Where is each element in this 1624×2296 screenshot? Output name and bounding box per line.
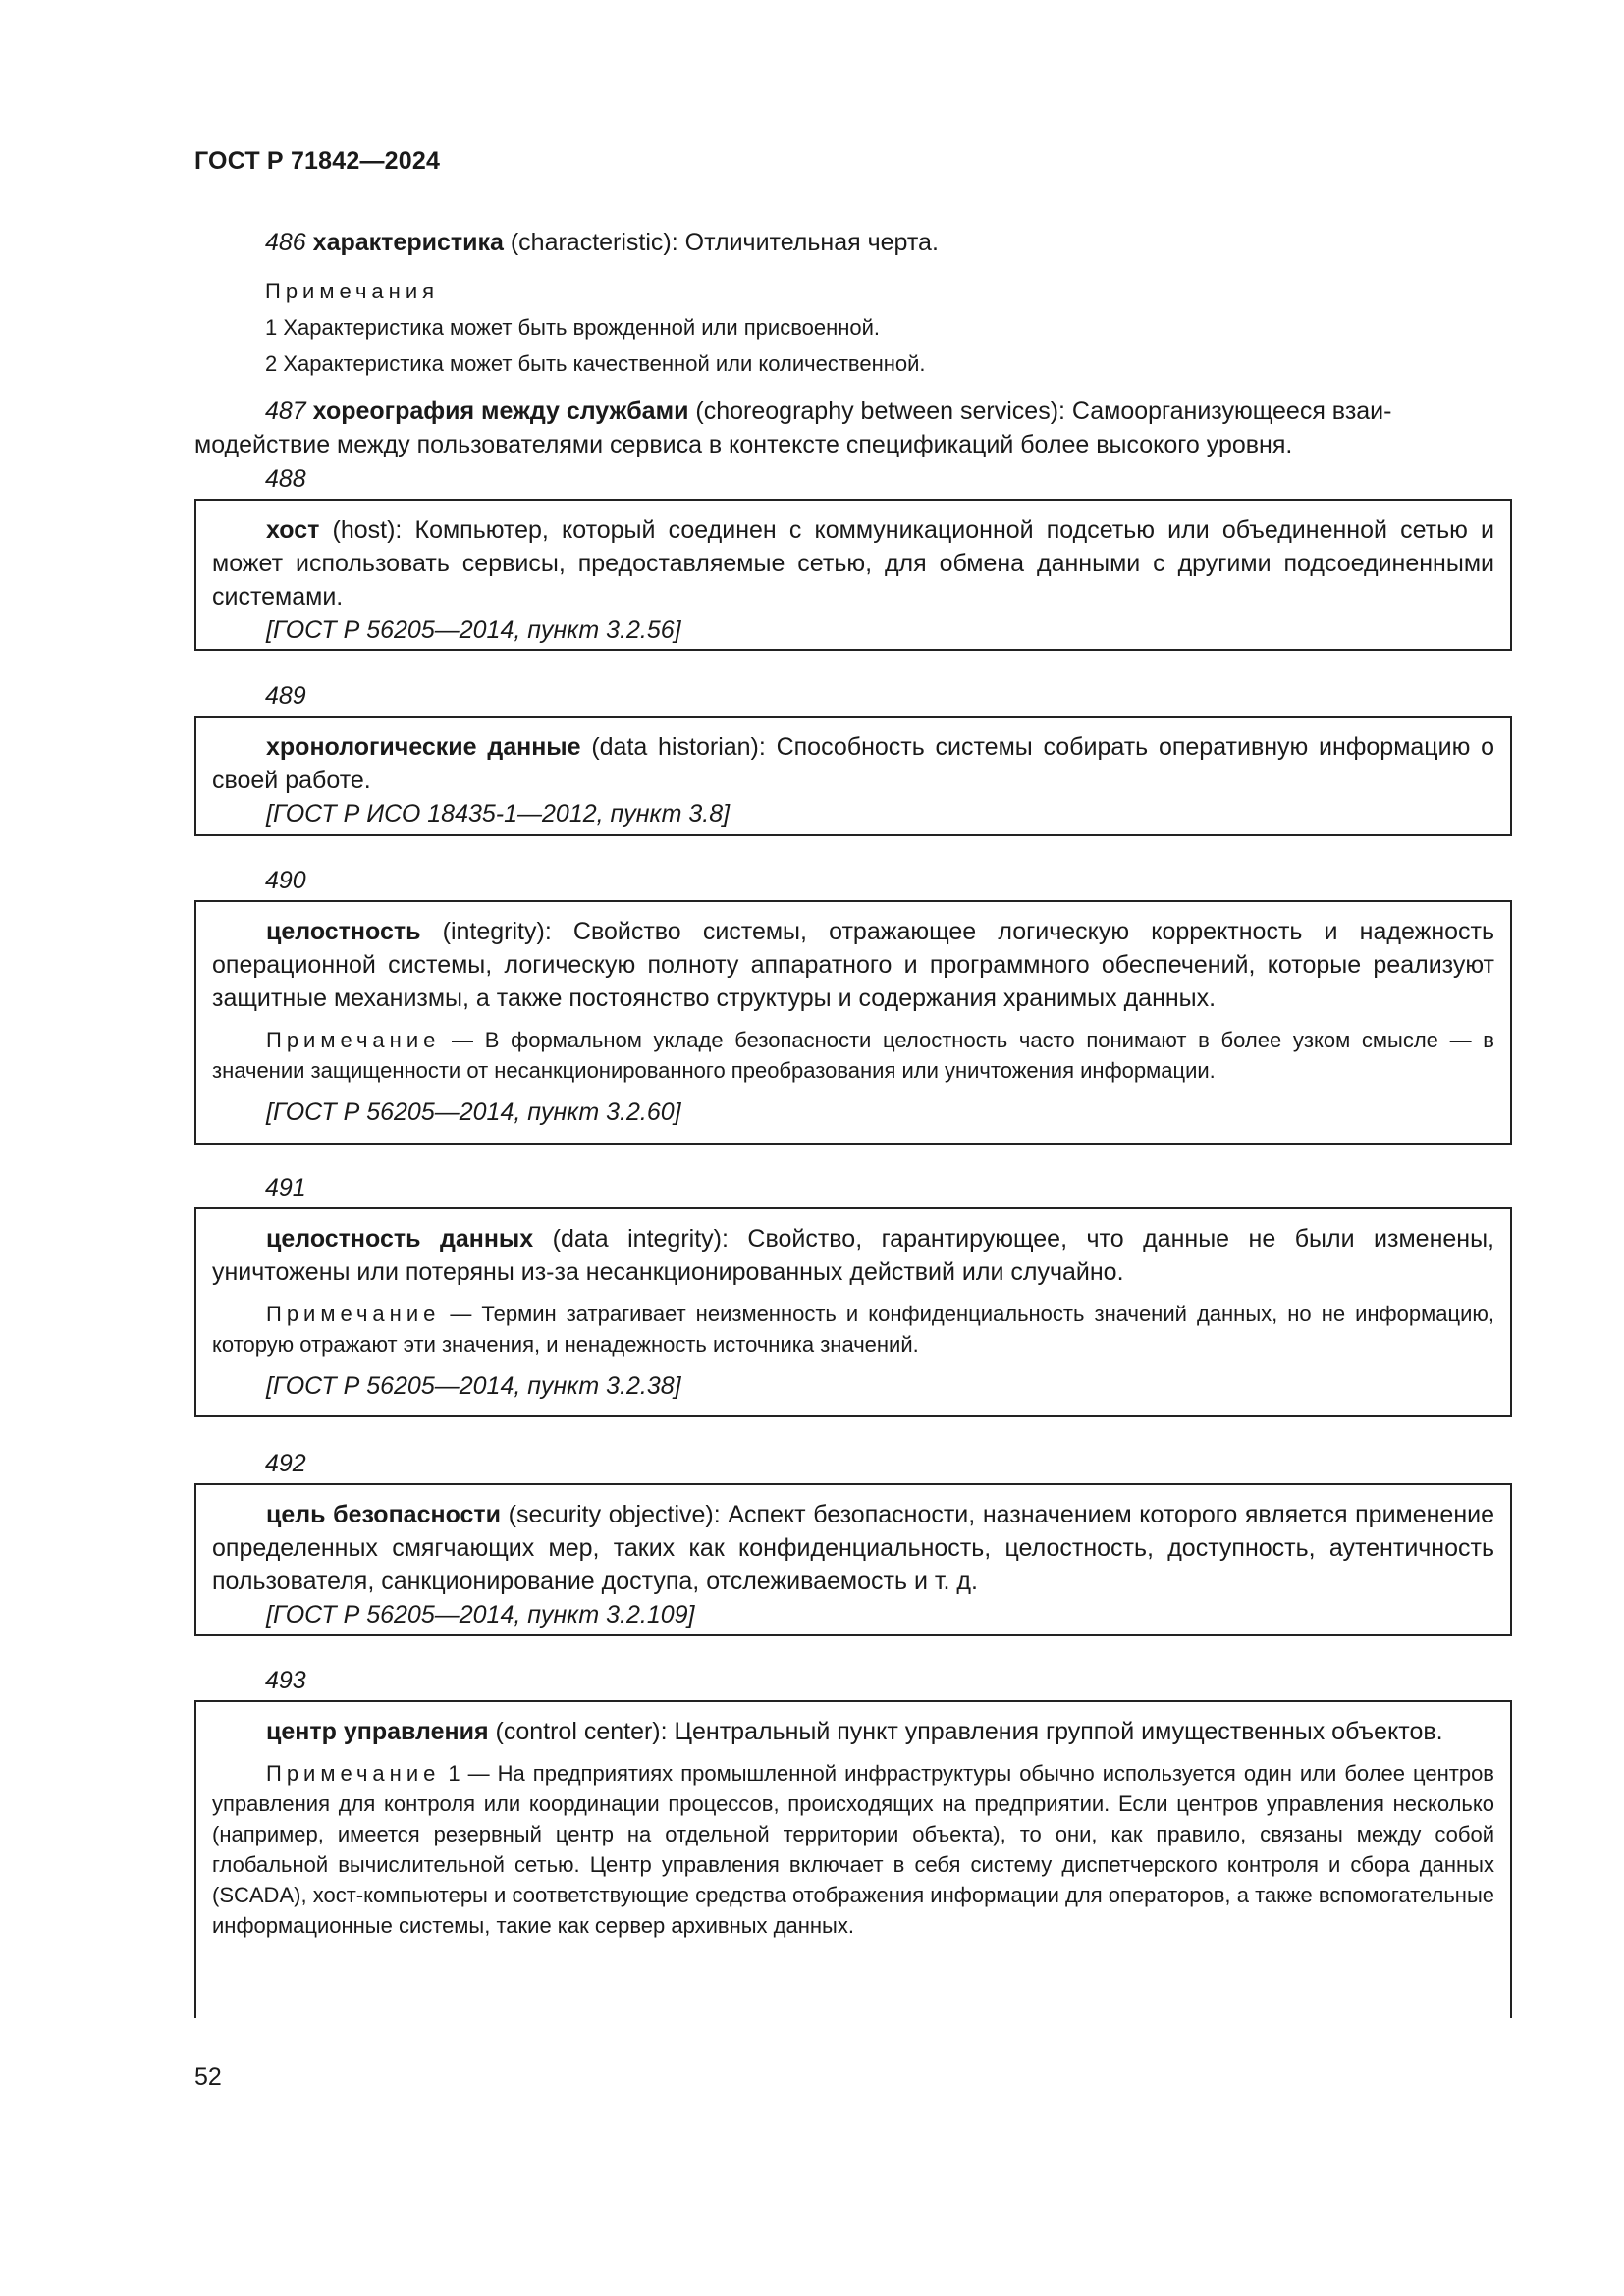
- entry-492-box: [194, 1483, 1512, 1636]
- entry-source: [ГОСТ Р ИСО 18435-1—2012, пункт 3.8]: [266, 800, 731, 828]
- entry-term: характеристика: [312, 229, 504, 256]
- entry-number-493: 493: [265, 1667, 306, 1694]
- entry-definition: (characteristic): Отличительная черта.: [503, 229, 939, 256]
- entry-487-line1: [194, 395, 1512, 428]
- note-2: 2 Характеристика может быть качественной или количественной.: [265, 351, 926, 376]
- note-text: — В формальном укладе безопасности целостность часто понимают в более узком смысле — в значении защищенности от несанкционированного преобразования или уничтожения информации.: [212, 1028, 1494, 1083]
- note-label: Примечание: [266, 1302, 441, 1326]
- entry-number-492: 492: [265, 1450, 306, 1477]
- entry-486: [194, 226, 1512, 259]
- note-text: — Термин затрагивает неизменность и конфиденциальность значений данных, но не информацию, которую отражают эти значения, и ненадежность источника значений.: [212, 1302, 1494, 1357]
- entry-term: целостность данных: [266, 1225, 534, 1253]
- entry-number-490: 490: [265, 867, 306, 894]
- entry-number-491: 491: [265, 1174, 306, 1201]
- entry-term: цель безопасности: [266, 1501, 502, 1528]
- entry-definition: (host): Компьютер, который соединен с коммуникационной подсетью или объединенной сетью и может использовать сервисы, предоставляемые сетью, для обмена данными с другими подсоединенными системами.: [212, 516, 1494, 611]
- entry-source: [ГОСТ Р 56205—2014, пункт 3.2.56]: [266, 616, 681, 644]
- entry-490-box: [194, 900, 1512, 1145]
- entry-definition: (security objective): Аспект безопасности, назначением которого является применение определенных смягчающих мер, таких как конфиденциальность, целостность, доступность, аутентичность пользователя, санкционирование доступа, отслеживаемость и т. д.: [212, 1501, 1495, 1595]
- entry-definition-part2: модействие между пользователями сервиса в контексте спецификаций более высокого уровня.: [194, 431, 1293, 458]
- entry-term: хореография между службами: [312, 398, 689, 425]
- entry-number-489: 489: [265, 682, 306, 710]
- entry-definition: (data historian): Способность системы собирать оперативную информацию о своей работе.: [212, 733, 1494, 794]
- note-1: 1 Характеристика может быть врожденной или присвоенной.: [265, 315, 881, 340]
- note-number: 1: [440, 1761, 460, 1786]
- note-text: — На предприятиях промышленной инфраструктуры обычно используется один или более центров управления для контроля или координации процессов, происходящих на предприятии. Если центров управления несколько (например, имеется резервный центр на отдельной территории объекта), то они, как правило, связаны между собой глобальной вычислительной сетью. Центр управления включает в себя систему диспетчерского контроля и сбора данных (SCADA), хост-компьютеры и соответствующие средства отображения информации для операторов, а также вспомогательные информационные системы, такие как сервер архивных данных.: [212, 1761, 1494, 1938]
- entry-number: 486: [265, 229, 306, 256]
- entry-number: 487: [265, 398, 306, 425]
- notes-label: Примечания: [265, 279, 440, 303]
- entry-488-box: [194, 499, 1512, 651]
- entry-491-box: [194, 1207, 1512, 1417]
- entry-definition: (data integrity): Свойство, гарантирующее, что данные не были изменены, уничтожены или потеряны из-за несанкционированных действий или случайно.: [212, 1225, 1494, 1286]
- entry-source: [ГОСТ Р 56205—2014, пункт 3.2.38]: [266, 1372, 681, 1400]
- entry-493-box: [194, 1700, 1512, 2018]
- entry-487: [194, 395, 1512, 461]
- page-number: 52: [194, 2063, 222, 2091]
- entry-term: хост: [266, 516, 320, 544]
- entry-term: центр управления: [266, 1718, 489, 1745]
- note-label: Примечание: [266, 1028, 441, 1052]
- entry-definition: (integrity): Свойство системы, отражающее логическую корректность и надежность операционной системы, логическую полноту аппаратного и программного обеспечений, которые реализуют защитные механизмы, а также постоянство структуры и содержания хранимых данных.: [212, 918, 1494, 1012]
- note-label: Примечание: [266, 1761, 441, 1786]
- entry-definition-part1: (choreography between services): Самоорганизующееся взаи-: [688, 398, 1392, 425]
- entry-definition: (control center): Центральный пункт управления группой имущественных объектов.: [488, 1718, 1443, 1745]
- entry-source: [ГОСТ Р 56205—2014, пункт 3.2.60]: [266, 1098, 681, 1126]
- entry-number-488: 488: [265, 465, 306, 493]
- entry-source: [ГОСТ Р 56205—2014, пункт 3.2.109]: [266, 1601, 695, 1629]
- document-header: ГОСТ Р 71842—2024: [194, 147, 441, 175]
- entry-term: целостность: [266, 918, 421, 945]
- entry-489-box: [194, 716, 1512, 836]
- entry-term: хронологические данные: [266, 733, 581, 761]
